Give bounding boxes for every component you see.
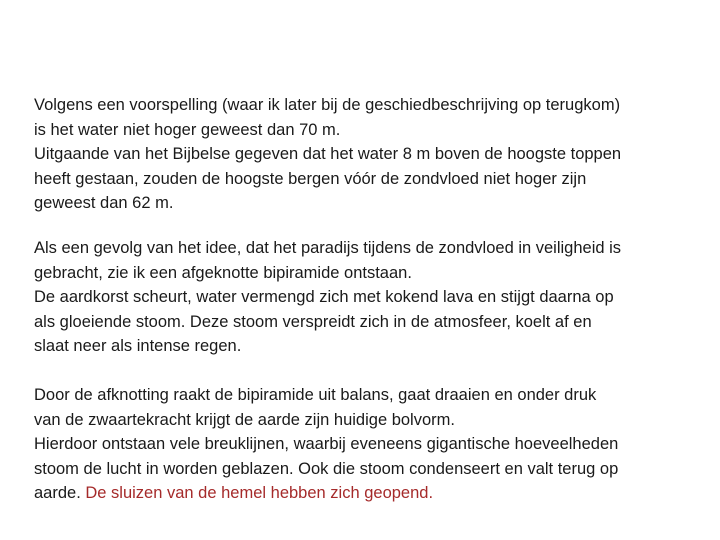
text-line: gebracht, zie ik een afgeknotte bipiramide ontstaan. [34,263,412,282]
text-line: van de zwaartekracht krijgt de aarde zijn huidige bolvorm. [34,410,455,429]
text-line-last [34,481,706,506]
text-line: als gloeiende stoom. Deze stoom verspreidt zich in de atmosfeer, koelt af en [34,312,592,331]
text-line: De aardkorst scheurt, water vermengd zich met kokend lava en stijgt daarna op [34,288,614,307]
highlighted-sentence: De sluizen van de hemel hebben zich geopend. [85,484,434,503]
text-line: Door de afknotting raakt de bipiramide uit balans, gaat draaien en onder druk [34,386,597,404]
text-line: Hierdoor ontstaan vele breuklijnen, waarbij eveneens gigantische hoeveelheden [34,435,619,454]
paragraph-3 [34,383,706,506]
paragraph-2 [34,236,706,359]
text-line: Uitgaande van het Bijbelse gegeven dat het water 8 m boven de hoogste toppen [34,145,622,164]
text-line: geweest dan 62 m. [34,194,174,213]
text-line: slaat neer als intense regen. [34,337,242,356]
text-line-prefix: aarde. [34,484,86,503]
paragraph-1 [34,93,706,216]
text-line: Als een gevolg van het idee, dat het paradijs tijdens de zondvloed in veiligheid is [34,239,622,257]
text-line: heeft gestaan, zouden de hoogste bergen vóór de zondvloed niet hoger zijn [34,169,587,188]
text-line: stoom de lucht in worden geblazen. Ook die stoom condenseert en valt terug op [34,459,619,478]
text-line: Volgens een voorspelling (waar ik later bij de geschiedbeschrijving op terugkom) [34,96,621,114]
text-line: is het water niet hoger geweest dan 70 m. [34,120,341,139]
